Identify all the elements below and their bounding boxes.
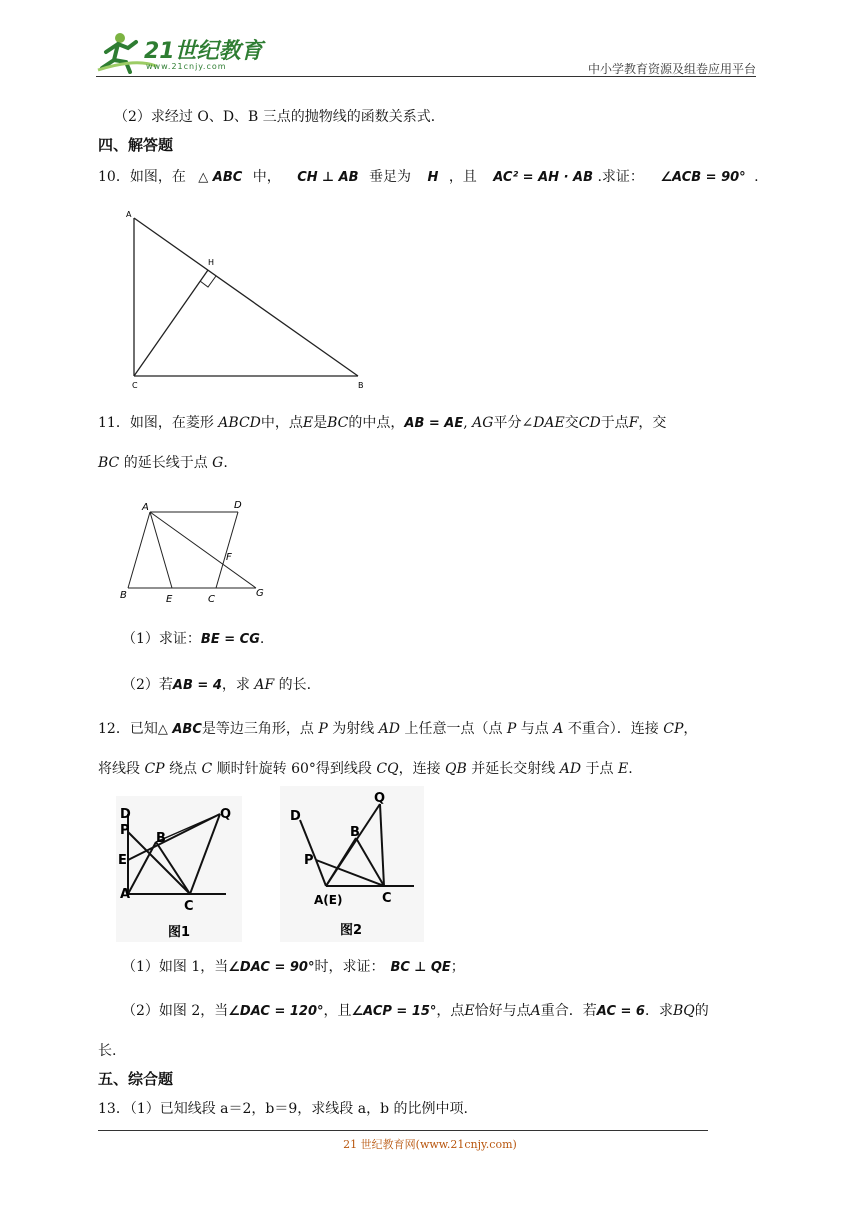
q11-label-B: B	[120, 590, 127, 601]
q12-fig1-caption: 图1	[168, 925, 191, 940]
q10-label-H: H	[208, 258, 215, 267]
q13-text: 13．（1）已知线段 a＝2，b＝9，求线段 a，b 的比例中项.	[98, 1101, 468, 1117]
q12-f1-label-B: B	[156, 831, 166, 846]
q12-part1: （1）如图 1，当∠DAC = 90°时，求证： BC ⊥ QE；	[122, 959, 465, 975]
logo	[96, 30, 266, 74]
q12-figure-1	[116, 796, 242, 942]
logo-text: 21世纪教育	[144, 39, 263, 64]
q12-f1-label-D: D	[120, 807, 131, 822]
q12-fig2-caption: 图2	[340, 923, 363, 938]
q12-part2-continued: 长.	[98, 1043, 117, 1059]
q12-f1-label-A: A	[120, 887, 131, 902]
q12-f2-label-AE: A(E)	[314, 893, 343, 907]
q11-label-D: D	[234, 500, 242, 511]
q12-f2-label-P: P	[304, 853, 314, 868]
q11-text-line1: 11．如图，在菱形 ABCD中，点E是BC的中点，AB = AE, AG平分∠DAE交CD于点F，交	[98, 415, 667, 431]
header-platform-text: 中小学教育资源及组卷应用平台	[587, 62, 756, 76]
footer-divider	[98, 1130, 708, 1131]
q9-part2: （2）求经过 O、D、B 三点的抛物线的函数关系式．	[114, 109, 445, 125]
q12-f1-label-P: P	[120, 823, 130, 838]
q12-figure-2	[280, 786, 424, 942]
section-heading-4: 四、解答题	[98, 136, 174, 154]
section-heading-5: 五、综合题	[98, 1070, 174, 1088]
q11-label-C: C	[208, 594, 215, 605]
header-divider	[96, 76, 756, 77]
q12-f1-label-Q: Q	[220, 807, 232, 822]
q12-f2-label-B: B	[350, 825, 360, 840]
q12-f1-label-E: E	[118, 853, 127, 868]
q11-part1: （1）求证：BE = CG.	[122, 631, 265, 647]
q12-f2-label-D: D	[290, 809, 301, 824]
q10-text: 10．如图，在 △ ABC 中， CH ⊥ AB 垂足为 H ，且 AC² = AH · AB .求证： ∠ACB = 90° .	[98, 169, 759, 185]
q11-figure	[114, 494, 274, 606]
q11-label-G: G	[256, 588, 264, 599]
logo-url: www.21cnjy.com	[146, 62, 227, 71]
q10-label-A: A	[126, 210, 132, 219]
q12-f2-label-C: C	[382, 891, 392, 906]
q10-label-B: B	[358, 381, 364, 390]
footer-text: 21 世纪教育网(www.21cnjy.com)	[343, 1138, 517, 1151]
q10-figure	[120, 204, 380, 394]
q12-f1-label-C: C	[184, 899, 194, 914]
q12-text-line1: 12．已知△ ABC是等边三角形，点 P 为射线 AD 上任意一点（点 P 与点 A 不重合）．连接 CP，	[98, 721, 698, 737]
q11-label-E: E	[166, 594, 173, 605]
q11-label-A: A	[142, 502, 149, 513]
q12-text-line2: 将线段 CP 绕点 C 顺时针旋转 60°得到线段 CQ，连接 QB 并延长交射线 AD 于点 E.	[98, 761, 633, 777]
q11-text-line2: BC 的延长线于点 G.	[98, 455, 228, 471]
q12-f2-label-Q: Q	[374, 791, 386, 806]
q11-label-F: F	[226, 552, 232, 563]
q11-part2: （2）若AB = 4，求 AF 的长.	[122, 677, 312, 693]
q12-part2: （2）如图 2，当∠DAC = 120°，且∠ACP = 15°，点E恰好与点A重合．若AC = 6．求BQ的	[122, 1003, 709, 1019]
q10-label-C: C	[132, 381, 138, 390]
